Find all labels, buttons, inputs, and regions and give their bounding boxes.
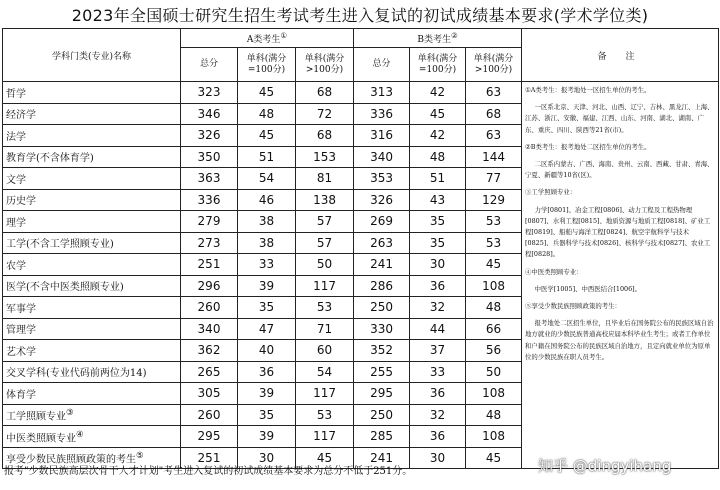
a-total-cell: 260 [181, 404, 238, 426]
a-single-gt100-cell: 53 [296, 404, 354, 426]
b-total-cell: 316 [354, 125, 410, 147]
remark-paragraph: ④中医类照顾专业： [525, 267, 583, 276]
a-total-cell: 279 [181, 211, 238, 233]
a-total-cell: 260 [181, 297, 238, 319]
subject-name: 文学 [3, 168, 181, 190]
remark-paragraph: ③工学照顾专业： [525, 188, 577, 197]
b-single-100-cell: 42 [410, 125, 466, 147]
b-single-gt100-cell: 45 [466, 254, 522, 276]
b-single-gt100-cell: 108 [466, 383, 522, 405]
a-single-gt100-cell: 53 [296, 297, 354, 319]
a-total-cell: 350 [181, 146, 238, 168]
subject-name: 医学(不含中医类照顾专业) [3, 275, 181, 297]
a-single-100-cell: 51 [238, 146, 296, 168]
a-single-100-cell: 30 [238, 447, 296, 469]
a-total-cell: 296 [181, 275, 238, 297]
b-single-gt100-cell: 53 [466, 232, 522, 254]
a-single-100-cell: 54 [238, 168, 296, 190]
subject-name: 工学照顾专业③ [3, 404, 181, 426]
b-total-cell: 250 [354, 404, 410, 426]
a-single-100-cell: 46 [238, 189, 296, 211]
b-single-100-cell: 42 [410, 82, 466, 104]
remark-paragraph: 报考地处二区招生单位，且毕业后在国务院公布的民族区域自治地方就业的少数民族普通高校应届本科毕业生考生；或者工作单位和户籍在国务院公布的民族区域自治地方，且定向就业单位为原单位的少数民族在职人员考生。 [525, 319, 714, 361]
b-total-cell: 255 [354, 361, 410, 383]
a-single-100-cell: 40 [238, 340, 296, 362]
a-total-cell: 363 [181, 168, 238, 190]
subject-name: 管理学 [3, 318, 181, 340]
b-total-cell: 250 [354, 297, 410, 319]
a-single-gt100-cell: 68 [296, 82, 354, 104]
b-total-cell: 285 [354, 426, 410, 448]
remark-paragraph: ⑤享受少数民族照顾政策的考生： [525, 302, 621, 311]
remark-paragraph: ①A类考生：报考地处一区招生单位的考生。 [525, 86, 651, 94]
b-total-cell: 353 [354, 168, 410, 190]
subject-name: 哲学 [3, 82, 181, 104]
a-single-gt100-cell: 50 [296, 254, 354, 276]
b-single-100-cell: 33 [410, 361, 466, 383]
b-single-gt100-cell: 50 [466, 361, 522, 383]
remark-paragraph: 中医学[1005]、中西医结合[1006]。 [534, 284, 642, 293]
a-single-100-cell: 39 [238, 383, 296, 405]
a-single-100-cell: 33 [238, 254, 296, 276]
b-single-gt100-cell: 45 [466, 447, 522, 469]
a-total-cell: 265 [181, 361, 238, 383]
b-single-100-cell: 43 [410, 189, 466, 211]
b-total-cell: 286 [354, 275, 410, 297]
a-total-cell: 295 [181, 426, 238, 448]
b-single-100-cell: 35 [410, 232, 466, 254]
subject-name: 历史学 [3, 189, 181, 211]
b-single-100-cell: 35 [410, 211, 466, 233]
page-title: 2023年全国硕士研究生招生考试考生进入复试的初试成绩基本要求(学术学位类) [71, 6, 649, 25]
a-single-gt100-cell: 138 [296, 189, 354, 211]
subject-name: 理学 [3, 211, 181, 233]
a-single-100-cell: 48 [238, 103, 296, 125]
a-single-gt100-cell: 117 [296, 426, 354, 448]
b-single-100-cell: 45 [410, 103, 466, 125]
a-single-100-cell: 45 [238, 125, 296, 147]
a-single-gt100-cell: 153 [296, 146, 354, 168]
b-single-100-cell: 36 [410, 383, 466, 405]
b-total-cell: 330 [354, 318, 410, 340]
a-single-100-cell: 38 [238, 211, 296, 233]
b-single-gt100-cell: 63 [466, 125, 522, 147]
a-single-gt100-cell: 57 [296, 211, 354, 233]
b-total-cell: 241 [354, 254, 410, 276]
a-single-gt100-cell: 117 [296, 275, 354, 297]
b-single-100-cell: 37 [410, 340, 466, 362]
b-total-cell: 241 [354, 447, 410, 469]
b-total-cell: 269 [354, 211, 410, 233]
footnote: 报考"少数民族高层次骨干人才计划"考生进入复试的初试成绩基本要求为总分不低于251分。 [4, 466, 413, 477]
b-single-gt100-cell: 66 [466, 318, 522, 340]
subject-name: 交叉学科(专业代码前两位为14) [3, 361, 181, 383]
a-single-100-cell: 35 [238, 404, 296, 426]
table-row [3, 82, 719, 104]
b-total-header: 总分 [354, 48, 410, 82]
b-single-gt100-cell: 48 [466, 404, 522, 426]
a-total-cell: 326 [181, 125, 238, 147]
a-total-cell: 362 [181, 340, 238, 362]
b-single-gt100-cell: 108 [466, 275, 522, 297]
subject-name: 中医类照顾专业④ [3, 426, 181, 448]
subject-name: 农学 [3, 254, 181, 276]
remarks-cell [522, 82, 719, 469]
b-total-cell: 352 [354, 340, 410, 362]
a-single-100-cell: 45 [238, 82, 296, 104]
a-single-100-cell: 36 [238, 361, 296, 383]
a-total-cell: 251 [181, 447, 238, 469]
remark-paragraph: 一区系北京、天津、河北、山西、辽宁、吉林、黑龙江、上海、江苏、浙江、安徽、福建、江西、山东、河南、湖北、湖南、广东、重庆、四川、陕西等21省(市)。 [525, 103, 714, 134]
b-total-cell: 295 [354, 383, 410, 405]
b-single-100-cell: 30 [410, 447, 466, 469]
a-total-cell: 336 [181, 189, 238, 211]
remark-paragraph: 力学[0801]、冶金工程[0806]、动力工程及工程热物理[0807]、水利工程[0815]、地质资源与地质工程[0818]、矿业工程[0819]、船舶与海洋工程[0824]、航空宇航科学与技术[0825]、兵器科学与技术[0826]、核科学与技术[0827]、农业工程[0828]。 [525, 205, 711, 259]
a-total-cell: 346 [181, 103, 238, 125]
remark-paragraph: 二区系内蒙古、广西、海南、贵州、云南、西藏、甘肃、青海、宁夏、新疆等10省(区)。 [525, 160, 714, 180]
watermark: 知乎 @dingyihang [538, 457, 672, 475]
a-total-cell: 340 [181, 318, 238, 340]
b-single-gt100-cell: 56 [466, 340, 522, 362]
a-single-gt100-cell: 54 [296, 361, 354, 383]
a-single-gt100-cell: 71 [296, 318, 354, 340]
b-single-gt100-header: 单科(满分>100分) [466, 48, 522, 82]
b-single-100-cell: 48 [410, 146, 466, 168]
b-single-100-cell: 51 [410, 168, 466, 190]
subject-name: 体育学 [3, 383, 181, 405]
score-table [2, 28, 719, 469]
b-single-gt100-cell: 68 [466, 103, 522, 125]
b-single-gt100-cell: 108 [466, 426, 522, 448]
b-single-gt100-cell: 63 [466, 82, 522, 104]
subject-name: 艺术学 [3, 340, 181, 362]
subject-name: 工学(不含工学照顾专业) [3, 232, 181, 254]
a-single-gt100-cell: 68 [296, 125, 354, 147]
remark-paragraph: ②B类考生：报考地处二区招生单位的考生。 [525, 142, 651, 151]
b-single-100-cell: 30 [410, 254, 466, 276]
subject-name: 法学 [3, 125, 181, 147]
b-single-100-cell: 36 [410, 426, 466, 448]
b-total-cell: 336 [354, 103, 410, 125]
a-total-cell: 273 [181, 232, 238, 254]
b-total-cell: 326 [354, 189, 410, 211]
b-group-header: B类考生② [354, 29, 522, 48]
subject-name: 教育学(不含体育学) [3, 146, 181, 168]
b-single-gt100-cell: 129 [466, 189, 522, 211]
a-single-gt100-header: 单科(满分>100分) [296, 48, 354, 82]
b-total-cell: 340 [354, 146, 410, 168]
b-single-100-cell: 36 [410, 275, 466, 297]
b-single-gt100-cell: 77 [466, 168, 522, 190]
a-group-header: A类考生① [181, 29, 354, 48]
remarks-header: 备 注 [522, 29, 719, 82]
b-single-100-cell: 32 [410, 404, 466, 426]
a-single-100-cell: 47 [238, 318, 296, 340]
a-single-gt100-cell: 45 [296, 447, 354, 469]
b-single-100-cell: 44 [410, 318, 466, 340]
a-single-100-header: 单科(满分=100分) [238, 48, 296, 82]
a-single-100-cell: 35 [238, 297, 296, 319]
a-single-100-cell: 39 [238, 275, 296, 297]
a-single-gt100-cell: 60 [296, 340, 354, 362]
b-single-100-cell: 32 [410, 297, 466, 319]
b-total-cell: 263 [354, 232, 410, 254]
a-total-header: 总分 [181, 48, 238, 82]
a-single-gt100-cell: 57 [296, 232, 354, 254]
subject-name: 军事学 [3, 297, 181, 319]
b-single-100-header: 单科(满分=100分) [410, 48, 466, 82]
b-single-gt100-cell: 48 [466, 297, 522, 319]
a-single-gt100-cell: 72 [296, 103, 354, 125]
b-single-gt100-cell: 53 [466, 211, 522, 233]
subject-name: 享受少数民族照顾政策的考生⑤ [3, 447, 181, 469]
a-total-cell: 251 [181, 254, 238, 276]
a-single-gt100-cell: 81 [296, 168, 354, 190]
a-single-gt100-cell: 117 [296, 383, 354, 405]
b-total-cell: 313 [354, 82, 410, 104]
subject-column-header: 学科门类(专业)名称 [3, 29, 181, 82]
subject-name: 经济学 [3, 103, 181, 125]
b-single-gt100-cell: 144 [466, 146, 522, 168]
a-total-cell: 305 [181, 383, 238, 405]
a-single-100-cell: 39 [238, 426, 296, 448]
a-single-100-cell: 38 [238, 232, 296, 254]
a-total-cell: 323 [181, 82, 238, 104]
